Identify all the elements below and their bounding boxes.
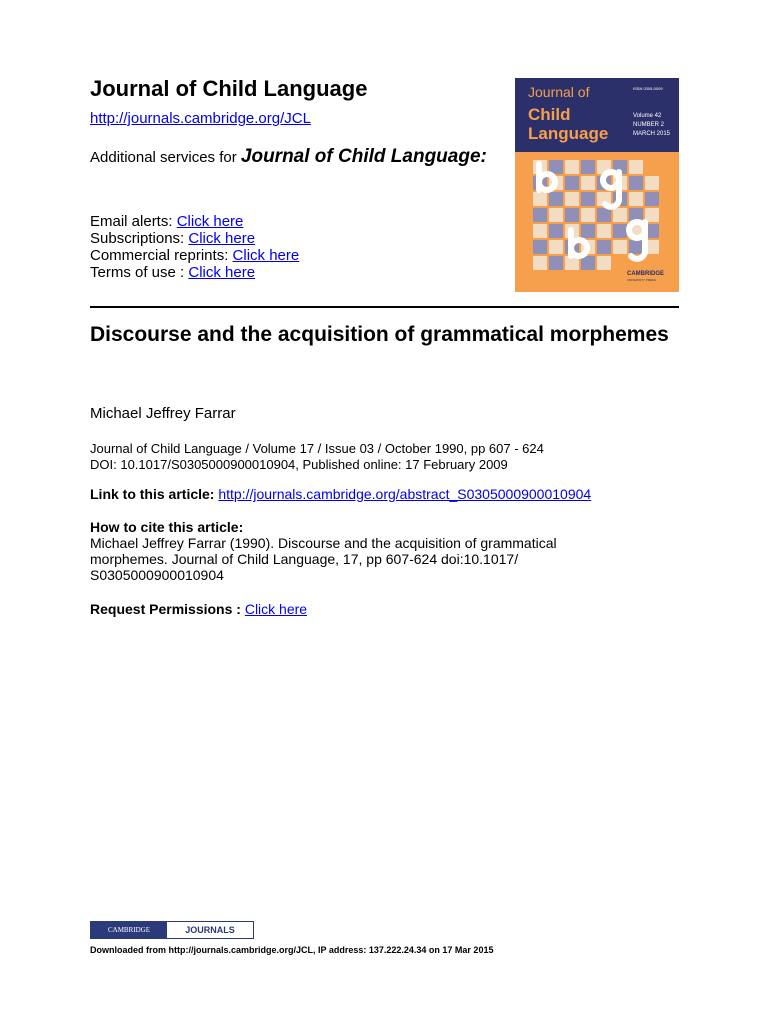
cover-title-line1: Journal of xyxy=(528,84,590,100)
cover-publisher: CAMBRIDGE UNIVERSITY PRESS xyxy=(627,271,664,282)
terms-of-use-link[interactable]: Click here xyxy=(188,264,256,281)
article-abstract-link[interactable]: http://journals.cambridge.org/abstract_S0305000900010904 xyxy=(218,486,592,502)
subscriptions-row xyxy=(90,230,299,247)
email-alerts-label: Email alerts: xyxy=(90,213,177,230)
how-to-cite xyxy=(90,519,670,583)
header-divider xyxy=(90,306,679,308)
cover-volume-info xyxy=(633,112,670,139)
journal-title: Journal of Child Language xyxy=(90,76,368,101)
citation-line1: Journal of Child Language / Volume 17 / Issue 03 / October 1990, pp 607 - 624 xyxy=(90,441,544,456)
cite-line3: S0305000900010904 xyxy=(90,567,224,583)
commercial-reprints-link[interactable]: Click here xyxy=(232,247,300,264)
services-links xyxy=(90,213,299,281)
citation-line2: DOI: 10.1017/S0305000900010904, Published online: 17 February 2009 xyxy=(90,457,508,472)
journal-url-link[interactable]: http://journals.cambridge.org/JCL xyxy=(90,110,311,127)
cover-volume: Volume 42 xyxy=(633,113,662,119)
commercial-reprints-label: Commercial reprints: xyxy=(90,247,233,264)
article-author: Michael Jeffrey Farrar xyxy=(90,405,236,422)
services-journal-name: Journal of Child Language: xyxy=(240,146,487,167)
logo-cambridge-text: CAMBRIDGE xyxy=(91,922,167,938)
cover-issn: ISSN 0305-0009 xyxy=(633,86,663,91)
cambridge-journals-logo xyxy=(90,921,254,939)
subscriptions-label: Subscriptions: xyxy=(90,230,189,247)
link-to-article xyxy=(90,486,591,502)
request-permissions-link[interactable]: Click here xyxy=(244,601,308,617)
terms-of-use-row xyxy=(90,264,299,281)
how-to-cite-label: How to cite this article: xyxy=(90,519,244,535)
logo-journals-text: JOURNALS xyxy=(185,925,235,935)
article-citation xyxy=(90,441,544,473)
cover-title-line2: Child Language xyxy=(528,105,609,143)
subscriptions-link[interactable]: Click here xyxy=(188,230,256,247)
services-prefix: Additional services for xyxy=(90,149,241,166)
terms-of-use-label: Terms of use : xyxy=(90,264,189,281)
request-permissions-label: Request Permissions : xyxy=(90,601,245,617)
request-permissions xyxy=(90,601,307,617)
cover-date: MARCH 2015 xyxy=(633,131,671,137)
cite-line2: morphemes. Journal of Child Language, 17, pp 607-624 doi:10.1017/ xyxy=(90,551,519,567)
email-alerts-link[interactable]: Click here xyxy=(176,213,244,230)
cover-letter-tiles-graphic xyxy=(533,160,661,272)
cover-title-line3: Language xyxy=(528,124,609,143)
link-to-article-label: Link to this article: xyxy=(90,486,219,502)
email-alerts-row xyxy=(90,213,299,230)
journal-cover-image xyxy=(515,78,679,292)
commercial-reprints-row xyxy=(90,247,299,264)
article-title: Discourse and the acquisition of grammatical morphemes xyxy=(90,323,669,346)
cite-line1: Michael Jeffrey Farrar (1990). Discourse and the acquisition of grammatical xyxy=(90,535,557,551)
download-notice: Downloaded from http://journals.cambridge.org/JCL, IP address: 137.222.24.34 on 17 Mar 2015 xyxy=(90,945,494,955)
additional-services xyxy=(90,146,490,169)
cover-number: NUMBER 2 xyxy=(633,122,665,128)
cover-publisher-sub: UNIVERSITY PRESS xyxy=(627,278,656,282)
